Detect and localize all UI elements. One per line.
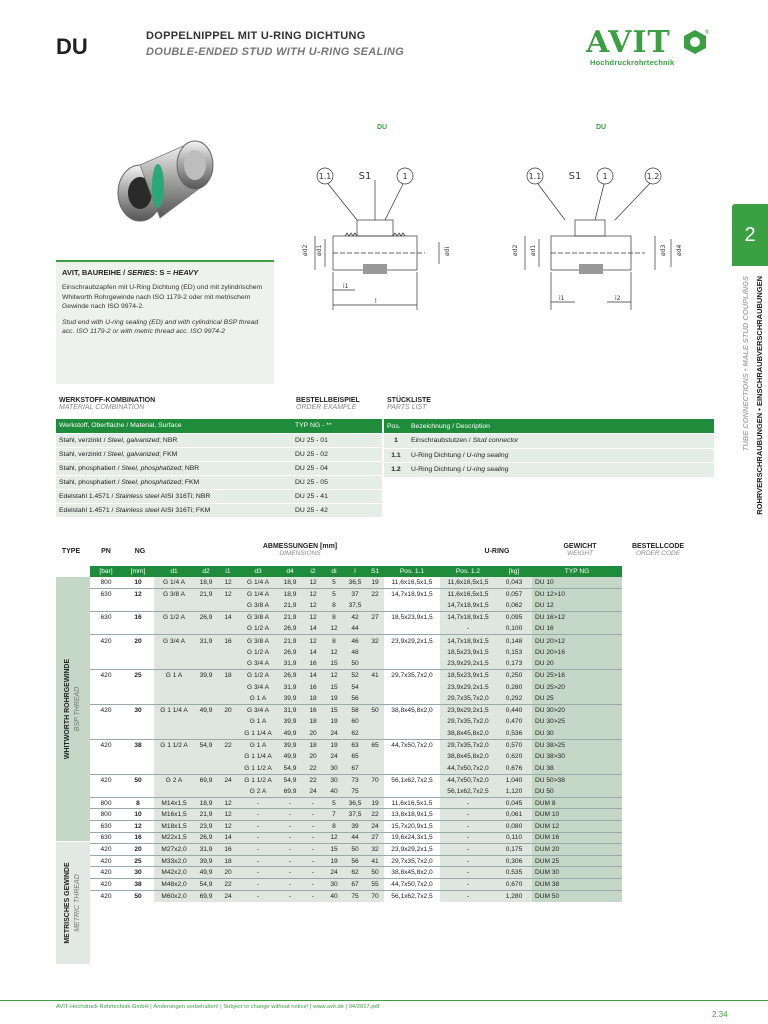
table-row: 1.2 U-Ring Dichtung / U-ring sealing bbox=[384, 463, 714, 478]
dim-col-header: i1 bbox=[218, 566, 238, 577]
title-english: DOUBLE-ENDED STUD WITH U-RING SEALING bbox=[146, 46, 404, 58]
table-row: 420 50 G 2 A 69,9 24 G 1 1/2 A 54,9 22 30 73 70 56,1x62,7x2,5 44,7x50,7x2,0 1,040 DU 50>38 bbox=[90, 774, 622, 786]
table-row: G 3/8 A 21,9 12 8 37,5 14,7x18,9x1,5 0,062 DU 12 bbox=[90, 600, 622, 612]
dim-col-header: [bar] bbox=[90, 566, 122, 577]
dim-col-header: [mm] bbox=[122, 566, 154, 577]
product-photo bbox=[100, 128, 230, 228]
table-row: 420 38 G 1 1/2 A 54,9 22 G 1 A 39,9 18 19 63 65 44,7x50,7x2,0 29,7x35,7x2,0 0,570 DU 38>25 bbox=[90, 739, 622, 751]
col-head-order-code: BESTELLCODE ORDER CODE bbox=[631, 543, 685, 557]
series-info-box bbox=[56, 260, 274, 384]
col-head-pn: PN bbox=[101, 548, 111, 555]
dim-d1: ød1 bbox=[316, 244, 323, 256]
logo-subtitle: Hochdruckrohrtechnik bbox=[590, 58, 675, 67]
side-caption-en-wrap bbox=[738, 276, 754, 576]
col-head-uring: U-RING bbox=[484, 548, 510, 555]
dim-col-header: d2 bbox=[194, 566, 218, 577]
table-row: G 3/4 A 31,9 16 15 50 23,9x29,2x1,5 0,173 DU 20 bbox=[90, 658, 622, 670]
dim-col-header: S1 bbox=[366, 566, 384, 577]
logo-wordmark: AVIT bbox=[586, 25, 671, 60]
callout-right-s1: S1 bbox=[568, 171, 582, 182]
page-number: 2.34 bbox=[712, 1010, 728, 1019]
group-bsp-thread bbox=[56, 577, 90, 841]
technical-drawing-left bbox=[285, 160, 465, 330]
table-row: 800 10 G 1/4 A 18,9 12 G 1/4 A 18,9 12 5 36,5 19 11,6x16,5x1,5 11,6x16,5x1,5 0,043 DU 10 bbox=[90, 577, 622, 589]
dim-right-i1: i1 bbox=[559, 295, 565, 302]
dim-i1: i1 bbox=[343, 283, 349, 290]
materials-col-type: TYP NG - ** bbox=[292, 419, 382, 433]
dim-col-header: Pos. 1.1 bbox=[384, 566, 440, 577]
table-row: 420 30 G 1 1/4 A 49,9 20 G 3/4 A 31,9 16 15 58 50 38,8x45,8x2,0 23,9x29,2x1,5 0,440 DU 30>20 bbox=[90, 705, 622, 717]
dim-col-header: i2 bbox=[302, 566, 324, 577]
callout-right-1-1: 1.1 bbox=[528, 172, 542, 181]
callout-1: 1 bbox=[402, 172, 408, 181]
table-row: 420 20 M27x2,0 31,9 16 - - - 15 50 32 23,9x29,2x1,5 - 0,175 DUM 20 bbox=[90, 844, 622, 856]
footer-rule bbox=[0, 1000, 768, 1001]
group-metric-label-de: METRISCHES GEWINDE bbox=[64, 862, 71, 944]
dim-col-header: d4 bbox=[278, 566, 302, 577]
table-row: 630 12 G 3/8 A 21,9 12 G 1/4 A 18,9 12 5 37 22 14,7x18,9x1,5 11,6x16,5x1,5 0,057 DU 12>10 bbox=[90, 589, 622, 601]
series-description-de: Einschraubzapfen mit U-Ring Dichtung (ED) und mit zylindrischem Whitworth Rohrgewinde nach ISO 1179-2 oder mit metrischem Gewinde nach ISO 9974-2. bbox=[62, 284, 263, 310]
dim-col-header: d3 bbox=[238, 566, 278, 577]
dim-d2: ød2 bbox=[302, 244, 309, 256]
table-row: 800 10 M16x1,5 21,9 12 - - - 7 37,5 22 13,8x18,9x1,5 - 0,061 DUM 10 bbox=[90, 809, 622, 821]
parts-header-row bbox=[384, 419, 714, 434]
parts-col-pos: Pos. bbox=[384, 419, 408, 434]
table-row: 1.1 U-Ring Dichtung / U-ring sealing bbox=[384, 448, 714, 463]
materials-header-row bbox=[56, 419, 382, 433]
parts-col-description: Bezeichnung / Description bbox=[408, 419, 714, 434]
side-caption bbox=[752, 276, 768, 576]
table-row: G 1/2 A 26,9 14 12 44 - 0,100 DU 16 bbox=[90, 623, 622, 635]
table-row: 630 16 G 1/2 A 26,9 14 G 3/8 A 21,9 12 8 42 27 18,5x23,9x1,5 14,7x18,9x1,5 0,095 DU 16>12 bbox=[90, 612, 622, 624]
group-bsp-label-de: WHITWORTH ROHRGEWINDE bbox=[64, 658, 71, 760]
group-metric-thread bbox=[56, 842, 90, 964]
materials-col-material: Werkstoff, Oberfläche / Material, Surface bbox=[56, 419, 292, 433]
dim-right-i2: i2 bbox=[615, 295, 621, 302]
table-row: G 1 A 39,9 18 19 60 29,7x35,7x2,0 0,470 DU 30>25 bbox=[90, 716, 622, 728]
side-caption-de: ROHRVERSCHRAUBUNGEN • EINSCHRAUBVERSCHRAUBUNGEN bbox=[755, 276, 764, 515]
dim-right-d4: ød4 bbox=[676, 244, 683, 256]
table-row: Stahl, phosphatiert / Steel, phosphatized; FKM DU 25 - 05 bbox=[56, 475, 382, 489]
avit-logo bbox=[586, 25, 716, 74]
materials-heading: WERKSTOFF-KOMBINATION MATERIAL COMBINATION bbox=[59, 397, 156, 411]
dim-col-header: di bbox=[324, 566, 344, 577]
table-row: G 1/2 A 26,9 14 12 48 18,5x23,9x1,5 0,153 DU 20>16 bbox=[90, 647, 622, 659]
col-head-ng: NG bbox=[134, 548, 146, 555]
table-row: 420 50 M60x2,0 69,9 24 - - - 40 75 70 56,1x62,7x2,5 - 1,280 DUM 50 bbox=[90, 890, 622, 902]
table-row: G 1 1/4 A 49,9 20 24 62 38,8x45,8x2,0 0,536 DU 30 bbox=[90, 728, 622, 740]
table-row: G 1 1/2 A 54,9 22 30 67 44,7x50,7x2,0 0,676 DU 38 bbox=[90, 763, 622, 775]
drawing-right-label: DU bbox=[596, 124, 607, 131]
dim-col-header: TYP NG bbox=[532, 566, 622, 577]
col-head-weight: GEWICHT WEIGHT bbox=[563, 543, 597, 557]
series-heading: AVIT, BAUREIHE / SERIES: S = HEAVY bbox=[62, 268, 199, 277]
product-code: DU bbox=[56, 34, 88, 59]
table-row: Stahl, verzinkt / Steel, galvanized; NBR DU 25 - 01 bbox=[56, 433, 382, 447]
col-head-dimensions: ABMESSUNGEN [mm] DIMENSIONS bbox=[262, 543, 338, 557]
dimensions-header-row bbox=[90, 566, 622, 577]
parts-table bbox=[384, 419, 714, 478]
table-row: 630 12 M18x1,5 23,9 12 - - - 8 39 24 15,7x20,9x1,5 - 0,080 DUM 12 bbox=[90, 820, 622, 832]
drawing-left-label: DU bbox=[377, 124, 388, 131]
dim-right-d3: ød3 bbox=[660, 244, 667, 256]
dim-l: l bbox=[375, 298, 377, 305]
group-bsp-label-en: BSP THREAD bbox=[74, 686, 81, 732]
materials-table bbox=[56, 419, 382, 518]
dim-di: ødi bbox=[444, 246, 451, 256]
table-row: 1 Einschraubstutzen / Stud connector bbox=[384, 434, 714, 449]
svg-text:®: ® bbox=[704, 29, 710, 36]
table-row: G 3/4 A 31,9 16 15 54 23,9x29,2x1,5 0,280 DU 25>20 bbox=[90, 681, 622, 693]
callout-right-1: 1 bbox=[602, 172, 608, 181]
order-example-heading: BESTELLBEISPIEL ORDER EXAMPLE bbox=[296, 397, 360, 411]
side-caption-en: TUBE CONNECTIONS • MALE STUD COUPLINGS bbox=[741, 276, 750, 452]
dim-col-header: d1 bbox=[154, 566, 194, 577]
group-metric-label-en: METRIC THREAD bbox=[74, 874, 81, 932]
dim-right-d1: ød1 bbox=[530, 244, 537, 256]
callout-s1: S1 bbox=[358, 171, 372, 182]
dim-right-d2: ød2 bbox=[512, 244, 519, 256]
parts-list-heading: STÜCKLISTE PARTS LIST bbox=[387, 397, 431, 411]
dim-col-header: [kg] bbox=[496, 566, 532, 577]
col-head-type: TYPE bbox=[61, 548, 81, 555]
hex-bolt-icon bbox=[682, 28, 708, 56]
table-row: G 1 1/4 A 49,9 20 24 65 38,8x45,8x2,0 0,620 DU 38>30 bbox=[90, 751, 622, 763]
table-row: Edelstahl 1.4571 / Stainless steel AISI 316Ti; FKM DU 25 - 42 bbox=[56, 503, 382, 517]
table-row: 420 25 M33x2,0 39,9 18 - - - 19 56 41 29,7x35,7x2,0 - 0,306 DUM 25 bbox=[90, 855, 622, 867]
title-german: DOPPELNIPPEL MIT U-RING DICHTUNG bbox=[146, 30, 366, 42]
series-description-en: Stud end with U-ring sealing (ED) and with cylindrical BSP thread acc. ISO 1179-2 or with metric thread acc. ISO 9974-2 bbox=[62, 318, 259, 335]
table-row: 630 16 M22x1,5 26,9 14 - - - 12 44 27 19,6x24,3x1,5 - 0,110 DUM 16 bbox=[90, 832, 622, 844]
technical-drawing-right bbox=[495, 160, 715, 330]
table-row: Stahl, phosphatiert / Steel, phosphatized; NBR DU 25 - 04 bbox=[56, 461, 382, 475]
table-row: 420 25 G 1 A 39,9 18 G 1/2 A 26,9 14 12 52 41 29,7x35,7x2,0 18,5x23,9x1,5 0,250 DU 25>16 bbox=[90, 670, 622, 682]
dimensions-table bbox=[90, 566, 622, 902]
dim-col-header: l bbox=[344, 566, 366, 577]
chapter-tab[interactable]: 2 bbox=[732, 204, 768, 266]
table-row: 800 8 M14x1,5 18,9 12 - - - 5 36,5 19 11,6x16,5x1,5 - 0,045 DUM 8 bbox=[90, 797, 622, 809]
callout-1-1: 1.1 bbox=[318, 172, 332, 181]
table-row: 420 20 G 3/4 A 31,9 16 G 3/8 A 21,9 12 8 46 32 23,9x29,2x1,5 14,7x18,9x1,5 0,148 DU 20>12 bbox=[90, 635, 622, 647]
table-row: Stahl, verzinkt / Steel, galvanized; FKM DU 25 - 02 bbox=[56, 447, 382, 461]
table-row: G 1 A 39,9 18 19 56 29,7x35,7x2,0 0,292 DU 25 bbox=[90, 693, 622, 705]
table-row: G 2 A 69,9 24 40 75 56,1x62,7x2,5 1,120 DU 50 bbox=[90, 786, 622, 798]
dim-col-header: Pos. 1.2 bbox=[440, 566, 496, 577]
footer-text: AVIT-Hochdruck Rohrtechnik GmbH | Änderungen vorbehalten! | Subject to change without notice! | www.avit.de | 04/2017.pdf bbox=[56, 1004, 380, 1010]
callout-right-1-2: 1.2 bbox=[646, 172, 660, 181]
table-row: Edelstahl 1.4571 / Stainless steel AISI 316Ti; NBR DU 25 - 41 bbox=[56, 489, 382, 503]
table-row: 420 30 M42x2,0 49,9 20 - - - 24 62 50 38,8x45,8x2,0 - 0,535 DUM 30 bbox=[90, 867, 622, 879]
table-row: 420 38 M48x2,0 54,9 22 - - - 30 67 55 44,7x50,7x2,0 - 0,670 DUM 38 bbox=[90, 878, 622, 890]
